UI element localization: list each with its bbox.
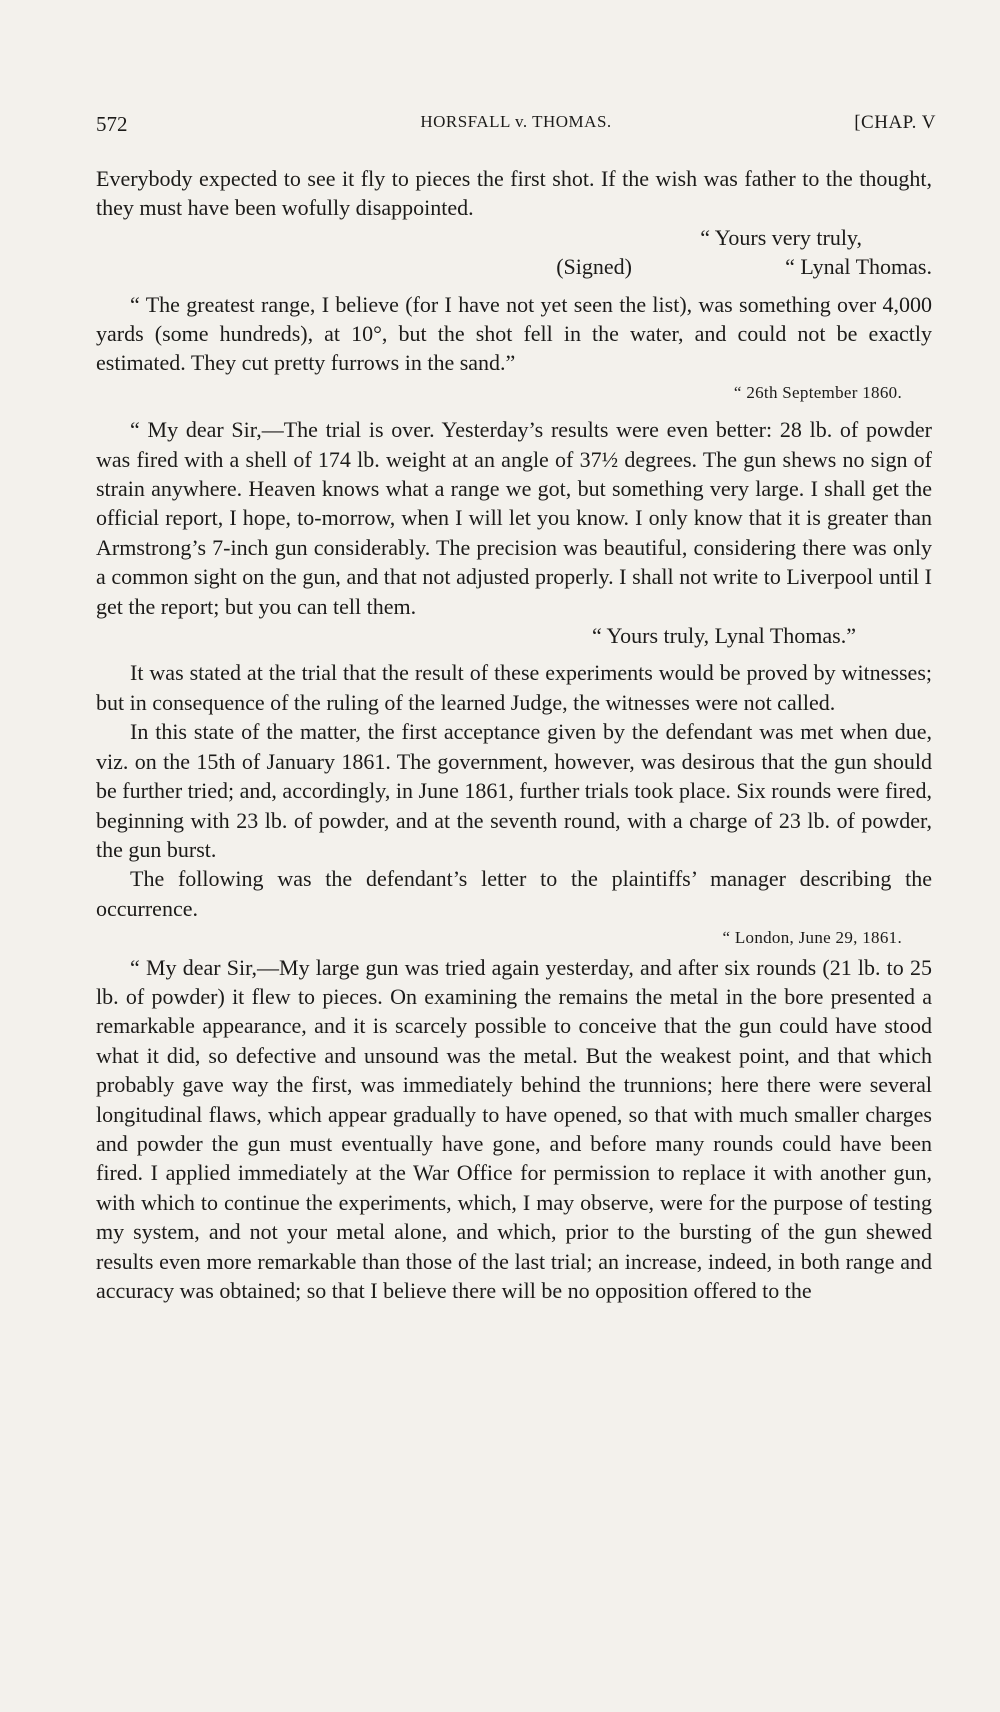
dateline-1: “ 26th September 1860. xyxy=(733,382,902,402)
paragraph-1: Everybody expected to see it fly to pieces the first shot. If the wish was father to the thought, they must have been wofully disappointed. xyxy=(96,166,932,221)
chapter-label: [CHAP. V xyxy=(854,112,936,133)
paragraph-6: The following was the defendant’s letter to the plaintiffs’ manager describing the occurrence. xyxy=(96,866,932,921)
page-body xyxy=(96,164,932,1305)
paragraph-4: It was stated at the trial that the result of these experiments would be proved by witnesses; but in consequence of the ruling of the learned Judge, the witnesses were not called. xyxy=(96,660,932,715)
page-number: 572 xyxy=(96,112,128,136)
paragraph-3: “ My dear Sir,—The trial is over. Yesterday’s results were even better: 28 lb. of powder was fired with a shell of 174 lb. weight at an angle of 37½ degrees. The gun shews no sign of strain anywhere. Heaven knows what a range we got, but something very large. I shall get the official report, I hope, to-morrow, when I will let you know. I only know that it is greater than Armstrong’s 7-inch gun considerably. The precision was beautiful, considering there was only a common sight on the gun, and that not adjusted properly. I shall not write to Liverpool until I get the report; but you can tell them. xyxy=(96,417,932,619)
paragraph-2: “ The greatest range, I believe (for I have not yet seen the list), was something over 4,000 yards (some hundreds), at 10°, but the shot fell in the water, and could not be exactly estimated. They cut pretty furrows in the sand.” xyxy=(96,291,932,376)
signature-line xyxy=(96,252,932,281)
running-title: HORSFALL v. THOMAS. xyxy=(420,112,612,131)
page-header xyxy=(96,112,936,142)
signature-name: “ Lynal Thomas. xyxy=(785,254,932,280)
dateline-2: “ London, June 29, 1861. xyxy=(722,928,902,948)
paragraph-7: “ My dear Sir,—My large gun was tried again yesterday, and after six rounds (21 lb. to 25 lb. of powder) it flew to pieces. On examining the remains the metal in the bore presented a remarkable appearance, and it is scarcely possible to conceive that the gun could have stood what it did, so defective and unsound was the metal. But the weakest point, and that which probably gave way the first, was immediately behind the trunnions; here there were several longitudinal flaws, which appear gradually to have opened, so that with much smaller charges and powder the gun must eventually have gone, and before many rounds could have been fired. I applied immediately at the War Office for permission to replace it with another gun, with which to continue the experiments, which, I may observe, were for the purpose of testing my system, and not your metal alone, and which, prior to the bursting of the gun shewed results even more remarkable than those of the last trial; an increase, indeed, in both range and accuracy was obtained; so that I believe there will be no opposition offered to the xyxy=(96,954,932,1304)
signed-label: (Signed) xyxy=(556,254,632,280)
closing-yours-truly: “ Yours truly, Lynal Thomas.” xyxy=(592,623,856,649)
paragraph-5: In this state of the matter, the first acceptance given by the defendant was met when due, viz. on the 15th of January 1861. The government, however, was desirous that the gun should be further tried; and, accordingly, in June 1861, further trials took place. Six rounds were fired, beginning with 23 lb. of powder, and at the seventh round, with a charge of 23 lb. of powder, the gun burst. xyxy=(96,719,932,862)
closing-yours-very-truly: “ Yours very truly, xyxy=(700,224,862,250)
